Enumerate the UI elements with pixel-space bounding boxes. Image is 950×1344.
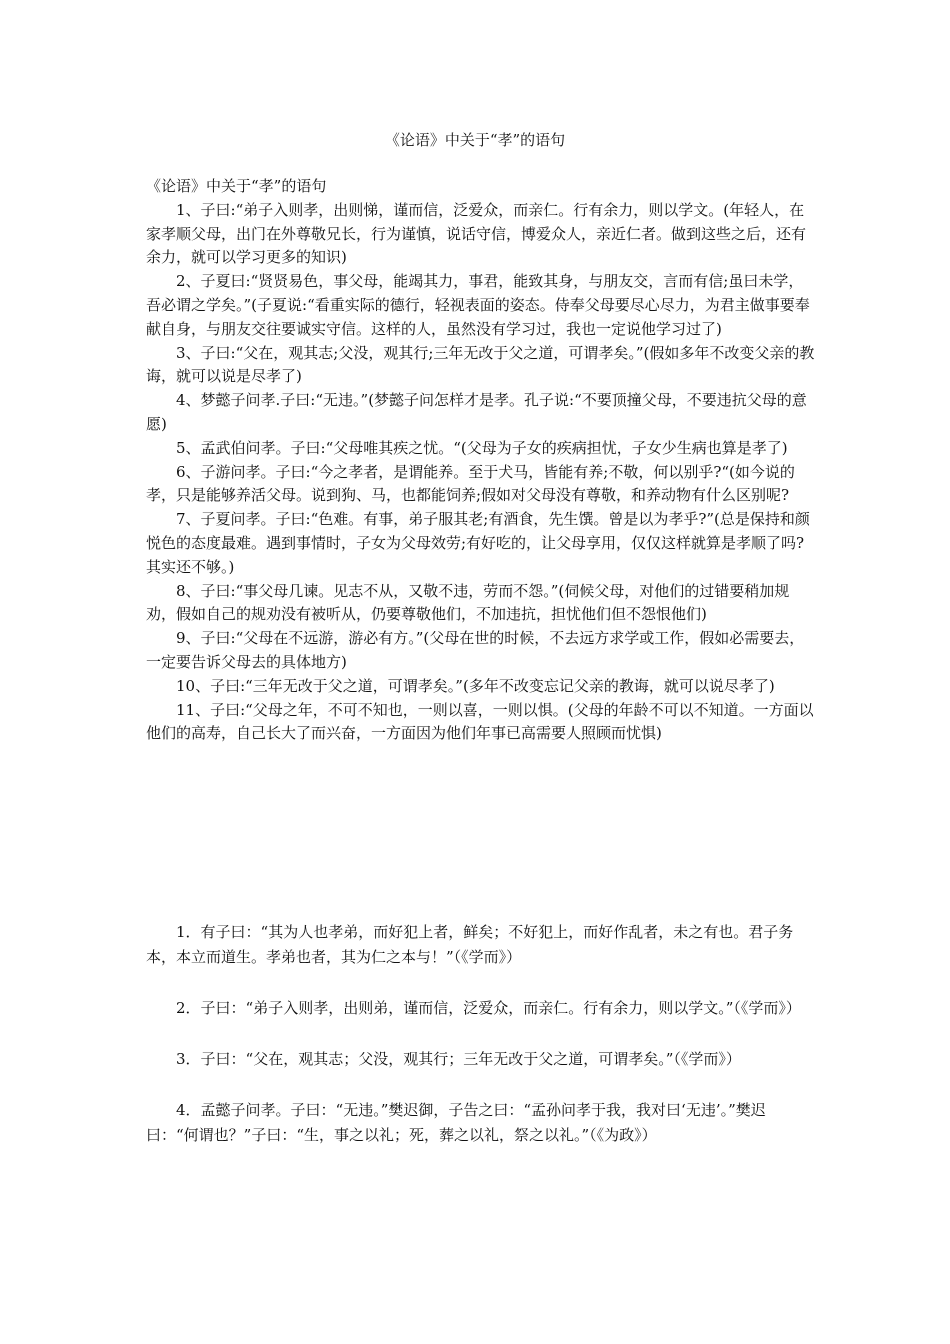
paragraph-item: 9、子曰:“父母在不远游，游必有方。”(父母在世的时候，不去远方求学或工作，假如必需要去，一定要告诉父母去的具体地方)	[146, 629, 805, 671]
paragraph-item: 4、梦懿子问孝.子曰:“无违。”(梦懿子问怎样才是孝。孔子说:“不要顶撞父母，不要违抗父母的意愿)	[146, 391, 807, 433]
quote-item: 2．子曰：“弟子入则孝，出则弟，谨而信，泛爱众，而亲仁。行有余力，则以学文。”（《学而》）	[176, 999, 801, 1017]
quote-item: 3．子曰：“父在，观其志；父没，观其行；三年无改于父之道，可谓孝矣。”（《学而》）	[176, 1050, 741, 1068]
document-body	[146, 175, 818, 746]
subtitle: 《论语》中关于“孝”的语句	[146, 177, 327, 195]
paragraph-item: 11、子曰:“父母之年，不可不知也，一则以喜，一则以惧。(父母的年龄不可以不知道。一方面以他们的高寿，自己长大了而兴奋，一方面因为他们年事已高需要人照顾而忧惧)	[146, 700, 814, 743]
paragraph-item: 6、子游问孝。子曰:“今之孝者，是谓能养。至于犬马，皆能有养;不敬，何以别乎?“(如今说的孝，只是能够养活父母。说到狗、马，也都能饲养;假如对父母没有尊敬，和养动物有什么区别呢?	[146, 462, 795, 505]
paragraph-item: 3、子曰:“父在，观其志;父没，观其行;三年无改于父之道，可谓孝矣。”(假如多年不改变父亲的教诲，就可以说是尽孝了)	[146, 343, 815, 386]
quotes-section	[146, 920, 818, 1174]
paragraph-item: 1、子曰:“弟子入则孝，出则悌，谨而信，泛爱众，而亲仁。行有余力，则以学文。(年轻人，在家孝顺父母，出门在外尊敬兄长，行为谨慎，说话守信，博爱众人，亲近仁者。做到这些之后，还有余力，就可以学习更多的知识)	[146, 200, 807, 267]
paragraph-item: 8、子曰:“事父母几谏。见志不从，又敬不违，劳而不怨。”(伺候父母，对他们的过错要稍加规劝，假如自己的规劝没有被听从，仍要尊敬他们，不加违抗，担忧他们但不怨恨他们)	[146, 581, 790, 624]
quote-item: 1．有子曰：“其为人也孝弟，而好犯上者，鲜矣；不好犯上，而好作乱者，未之有也。君子务本，本立而道生。孝弟也者，其为仁之本与！”（《学而》）	[146, 923, 794, 966]
quote-item: 4．孟懿子问孝。子曰：“无违。”樊迟御，子告之曰：“孟孙问孝于我，我对曰‘无违’。”樊迟曰：“何谓也？”子曰：“生，事之以礼；死，葬之以礼，祭之以礼。”（《为政》）	[146, 1101, 766, 1144]
paragraph-item: 7、子夏问孝。子曰:“色难。有事，弟子服其老;有酒食，先生馔。曾是以为孝乎?”(总是保持和颜悦色的态度最难。遇到事情时，子女为父母效劳;有好吃的，让父母享用，仅仅这样就算是孝顺了吗?其实还不够。)	[146, 510, 810, 576]
paragraph-item: 2、子夏曰:“贤贤易色，事父母，能竭其力，事君，能致其身，与朋友交，言而有信;虽曰未学，吾必谓之学矣。”(子夏说:“看重实际的德行，轻视表面的姿态。侍奉父母要尽心尽力，为君主做事要奉献自身，与朋友交往要诚实守信。这样的人，虽然没有学习过，我也一定说他学习过了)	[146, 272, 810, 338]
paragraph-item: 5、孟武伯问孝。子曰:“父母唯其疾之忧。“(父母为子女的疾病担忧，子女少生病也算是孝了)	[176, 438, 788, 457]
paragraph-item: 10、子曰:“三年无改于父之道，可谓孝矣。”(多年不改变忘记父亲的教诲，就可以说尽孝了)	[176, 676, 775, 695]
page-title: 《论语》中关于“孝”的语句	[384, 131, 566, 149]
